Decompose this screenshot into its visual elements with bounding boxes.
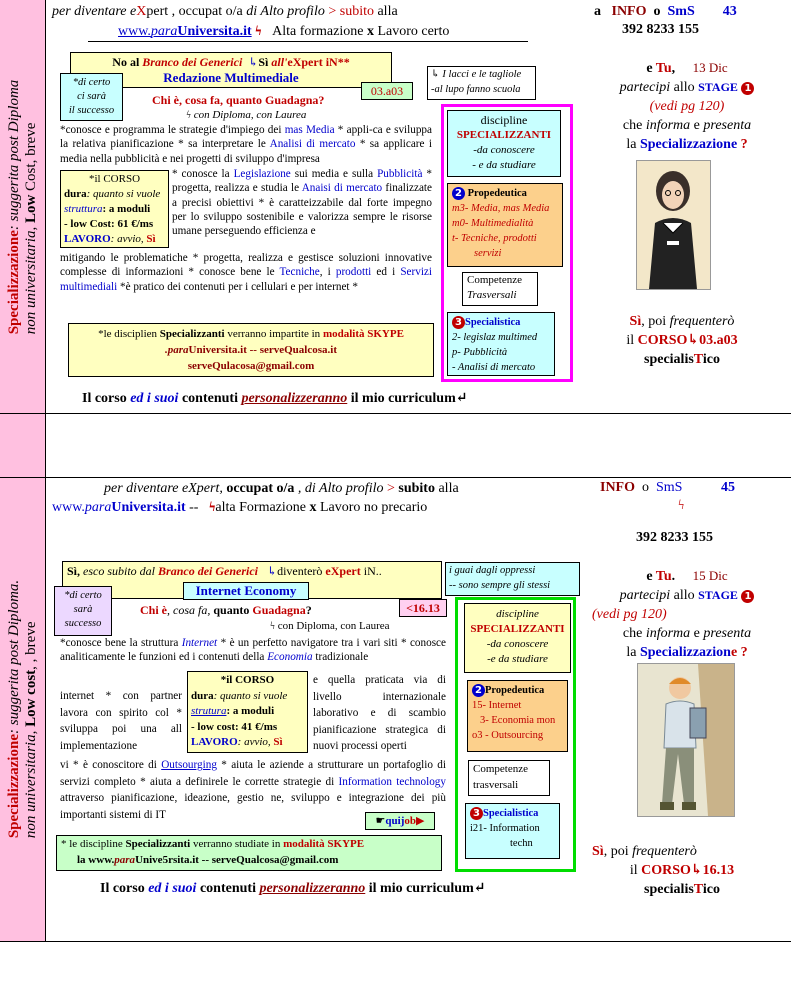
s1-code-box: 03.a03: [361, 82, 413, 100]
s1-dicerto-box: *di certo ci sarà il successo: [60, 73, 123, 121]
s1-disc-box: discipline SPECIALIZZANTI -da conoscere - e da studiare: [447, 110, 561, 177]
hiker-illustration: [637, 663, 735, 817]
sidebar-text-2: Specializzazione: suggerita post Diploma. non universitaria, Low cost, , breve: [5, 579, 39, 839]
s2-body-2: internet * con partner lavora con spirito col * sviluppa poi una all implementazione: [60, 690, 182, 752]
arrow-icon: ↳: [248, 55, 259, 69]
sidebar-spacer: [0, 413, 46, 477]
s2-right-col: e Tu. 15 Dic partecipi allo STAGE 1 (vedi pg 120) che informa e presenta la Specializzazione ?: [592, 566, 782, 662]
s2-header-banner: Sì, esco subito dal Branco dei Generici ↳diventerò eXpert iN..: [62, 561, 442, 599]
s1-condiploma: ϟ con Diploma, con Laurea: [186, 109, 307, 121]
s2-corso-box: *il CORSO dura: quanto si vuole strutura: a moduli - low cost: 41 €/ms LAVORO: avvio, Sì: [187, 671, 308, 753]
s2-body-4: vi * è conoscitore di Outsourging * aiuta le aziende a strutturare un portafoglio di servizi completo * aiuta a definirele le corrette strategie di Information technology attraverso pianificazione, ideazione, gestio ne, sviluppo e integrazione dei più importanti sistemi di IT: [60, 759, 447, 821]
s1-info: a INFO o SmS 43: [594, 4, 737, 19]
s2-right-bottom: Sì, poi frequenterò il CORSO↳16.13 specialisTico: [592, 844, 735, 897]
number-2-icon: 2: [452, 187, 465, 200]
hand-icon: ☛: [375, 815, 386, 827]
play-icon: ▶: [416, 815, 425, 827]
s1-propedeutica-box: 2 Propedeutica m3- Media, mas Media m0- Multimedialità t- Tecniche, prodotti servizi: [447, 183, 563, 267]
number-2-icon-s2: 2: [472, 684, 485, 697]
s1-right-bottom: Sì, poi frequenterò il CORSO↳03.a03 specialisTico: [626, 314, 738, 367]
s2-top-line: per diventare eXpert, occupat o/a , di Alto profilo > subito alla: [104, 481, 459, 496]
number-3-icon-s2: 3: [470, 807, 483, 820]
s1-body-1: *conosce e programma le strategie d'impiego dei mas Media * appli-ca e sviluppa la relativa pianificazione * sa interpretare le Analisi di mercato * sa applicare i media nella pubblicità e nei progetti di sviluppo d'impresa: [60, 124, 432, 165]
s2-info: INFO o SmS 45: [600, 480, 735, 495]
divider-3: [0, 941, 791, 942]
s2-body-3: e quella praticata via di livello internazionale laborativo e di scambio pianificazione strategica di nuovi processi operti: [313, 674, 446, 752]
s2-skype-box: * le discipline Specializzanti verranno studiate in modalità SKYPE la www.paraUnive5rsita.it -- serveQualcosa@gmail.com: [56, 835, 442, 871]
sidebar-section-2: [0, 477, 46, 941]
s1-top-line: per diventare eXpert , occupat o/a di Alto profilo > subito alla: [52, 4, 398, 19]
s1-phone: 392 8233 155: [622, 22, 699, 37]
s1-competenze-box: Competenze Trasversali: [462, 272, 538, 306]
s2-dicerto-box: *di certo sarà successo: [54, 586, 112, 636]
s2-disc-box: discipline SPECIALIZZANTI -da conoscere -e da studiare: [464, 603, 571, 673]
s2-specialistica-box: 3 Specialistica i21- Information techn: [465, 803, 560, 859]
s2-internet-box: Internet Economy: [183, 582, 309, 600]
woman-illustration: [636, 160, 711, 290]
s2-condiploma: ϟ con Diploma, con Laurea: [270, 620, 390, 632]
s1-body-3: mitigando le problematiche * progetta, realizza e gestisce soluzioni innovative complesse di informazioni * conosce bene le Tecniche, i prodotti ed i Servizi multimediali *è pratico dei contenuti per i cellulari e per internet *: [60, 252, 433, 293]
s1-url-line: www.paraUniversita.it ϟ Alta formazione x Lavoro certo: [118, 24, 450, 39]
s1-skype-box: *le disciplien Specializzanti verranno impartite in modalità SKYPE .paraUniversita.it -- serveQualcosa.it serveQulacosa@gmail.com: [68, 323, 434, 377]
s2-chi-title: Chi è, cosa fa, quanto Guadagna?: [140, 603, 312, 617]
s1-specialistica-box: 3 Specialistica 2- legislaz multimed p- Pubblicità - Analisi di mercato: [447, 312, 555, 376]
s2-guai-box: i guai dagli oppressi -- sono sempre gli stessi: [445, 562, 580, 596]
s2-propedeutica-box: 2 Propedeutica 15- Internet 3- Economia mon o3 - Outsourcing: [467, 680, 568, 752]
s1-corso-box: *il CORSO dura: quanto si vuole struttura: a moduli - low Cost: 61 €/ms LAVORO: avvio, Sì: [60, 170, 169, 248]
s2-url-line: www.paraUniversita.it -- ϟalta Formazione x Lavoro no precario: [52, 500, 428, 515]
s2-quijob-button[interactable]: ☛quijob▶: [365, 812, 435, 830]
lightning-icon: ϟ: [255, 24, 262, 39]
s1-body-2: * conosce la Legislazione sui media e sulla Pubblicità * progetta, realizza e studia le Anaisi di mercato finalizzate a precisi obiettivi * è caratteizzabile dal forte impegno per lo sviluppo sostenibile e valorizza sempre le risorse umane perseguendo efficienza e: [172, 168, 432, 238]
s2-competenze-box: Competenze trasversali: [468, 760, 550, 796]
s1-url-link[interactable]: www.paraUniversita.it: [118, 24, 252, 39]
divider-1: [0, 413, 791, 414]
s2-body-1: *conosce bene la struttura Internet * è un perfetto navigatore tra i vari siti * conosce analiticamente le funzioni ed i contenuti della Economia tradizionale: [60, 637, 446, 664]
s1-url-underline: [88, 41, 528, 42]
number-1-icon: 1: [741, 82, 754, 95]
s1-lacci-box: ↳ I lacci e le tagliole -al lupo fanno scuola: [427, 66, 536, 100]
s1-chi-title: Chi è, cosa fa, quanto Guadagna?: [152, 93, 325, 107]
divider-2: [0, 477, 791, 478]
s1-curriculum-line: Il corso ed i suoi contenuti personalizzeranno il mio curriculum↵: [82, 391, 468, 406]
s2-curriculum-line: Il corso ed i suoi contenuti personalizzeranno il mio curriculum↵: [100, 881, 486, 896]
number-1-icon-s2: 1: [741, 590, 754, 603]
sidebar-text-1: Specializzazione: suggerita post Diploma non universitaria, Low Cost, breve: [5, 79, 39, 334]
s2-code-box: <16.13: [399, 599, 447, 617]
s2-url-link[interactable]: www.paraUniversita.it: [52, 500, 186, 515]
s2-info-bolt: ϟ: [678, 498, 685, 513]
s1-header-banner: No al Branco dei Generici ↳Sì all'eXpert iN** Redazione Multimediale: [70, 52, 392, 88]
sidebar-section-1: [0, 0, 46, 413]
number-3-icon: 3: [452, 316, 465, 329]
s2-phone: 392 8233 155: [636, 530, 713, 545]
arrow-icon-2: ↳: [267, 564, 278, 578]
s1-right-col: e Tu, 13 Dic partecipi allo STAGE 1 (vedi pg 120) che informa e presenta la Specializzazione ?: [592, 58, 782, 154]
lightning-icon-2: ϟ: [208, 500, 216, 515]
